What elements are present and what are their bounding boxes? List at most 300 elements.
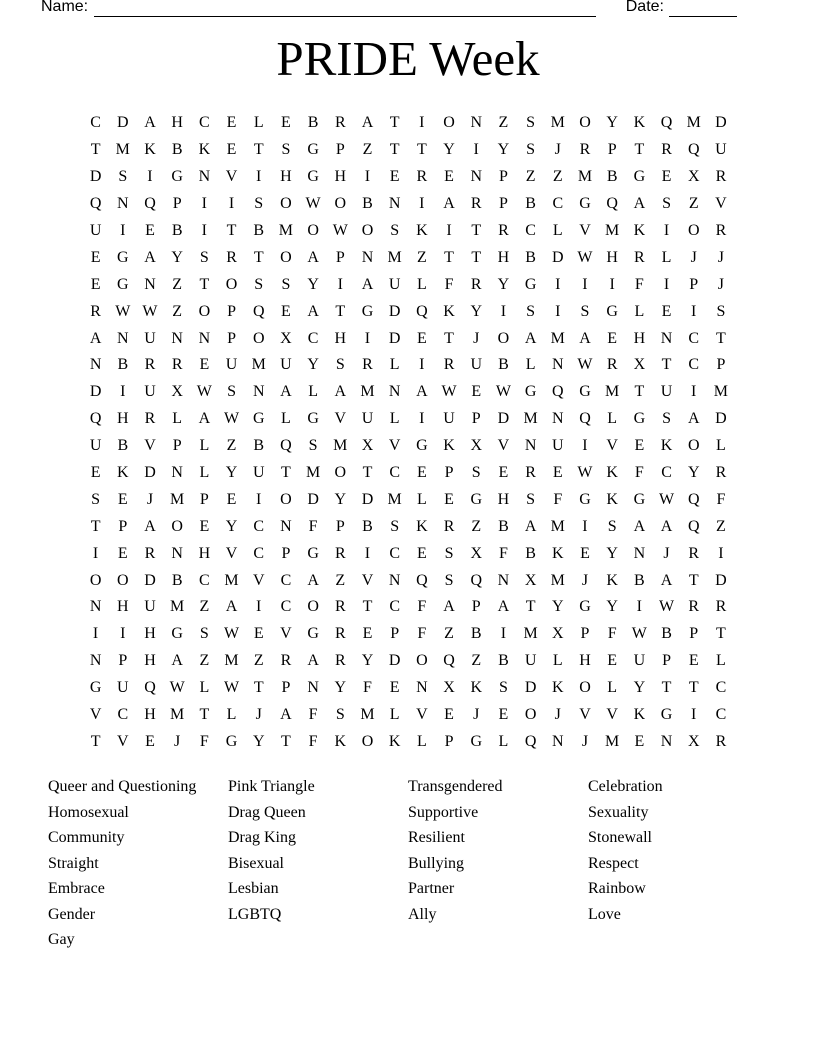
grid-letter: W <box>169 679 185 697</box>
grid-letter: U <box>524 652 537 670</box>
grid-letter: O <box>225 275 238 293</box>
grid-letter: B <box>525 544 536 562</box>
grid-letter: B <box>171 571 183 589</box>
grid-letter: D <box>715 114 727 132</box>
grid-letter: D <box>144 464 156 482</box>
grid-letter: U <box>225 356 238 374</box>
grid-letter: X <box>171 383 183 401</box>
grid-letter: G <box>633 410 646 428</box>
grid-letter: S <box>662 410 671 428</box>
grid-letter: T <box>716 329 726 347</box>
grid-letter: S <box>199 625 209 643</box>
grid-letter: P <box>662 652 671 670</box>
grid-letter: L <box>199 679 210 697</box>
grid-letter: J <box>690 248 697 266</box>
grid-letter: N <box>280 517 292 535</box>
grid-letter: P <box>227 302 236 320</box>
grid-letter: T <box>444 248 454 266</box>
grid-letter: K <box>144 141 156 159</box>
grid-letter: L <box>416 732 427 750</box>
grid-letter: E <box>226 490 237 508</box>
grid-letter: E <box>253 625 264 643</box>
grid-letter: D <box>144 571 156 589</box>
word-list-item: Partner <box>408 880 455 897</box>
grid-letter: Y <box>307 356 319 374</box>
grid-letter: K <box>606 490 618 508</box>
grid-letter: R <box>334 652 346 670</box>
grid-letter: Z <box>525 168 536 186</box>
word-list-column <box>48 774 228 953</box>
grid-letter: X <box>633 356 646 374</box>
grid-letter: P <box>498 195 508 213</box>
grid-letter: I <box>201 222 207 239</box>
grid-letter: V <box>388 437 401 455</box>
grid-letter: N <box>171 464 183 482</box>
grid-letter: E <box>416 329 427 347</box>
page-title: PRIDE Week <box>276 31 540 86</box>
grid-letter: K <box>633 706 646 724</box>
grid-letter: N <box>171 544 183 562</box>
grid-letter: O <box>280 490 292 508</box>
grid-letter: O <box>280 195 292 213</box>
grid-letter: E <box>389 168 400 186</box>
grid-letter: C <box>715 706 727 724</box>
grid-letter: F <box>634 275 644 293</box>
grid-letter: G <box>579 598 591 616</box>
grid-letter: I <box>364 168 371 186</box>
grid-letter: M <box>170 490 185 508</box>
grid-letter: M <box>523 410 538 428</box>
grid-letter: T <box>90 517 101 535</box>
grid-letter: W <box>577 248 593 266</box>
grid-letter: H <box>334 329 347 347</box>
grid-letter: O <box>443 114 455 132</box>
grid-letter: P <box>607 141 617 159</box>
grid-letter: J <box>554 141 561 159</box>
grid-letter: M <box>550 571 565 589</box>
grid-letter: R <box>688 544 700 562</box>
grid-letter: V <box>579 222 591 239</box>
grid-letter: W <box>142 302 158 320</box>
grid-letter: A <box>524 517 537 535</box>
grid-letter: T <box>90 141 101 159</box>
grid-letter: R <box>416 168 428 186</box>
grid-letter: N <box>497 571 510 589</box>
grid-letter: S <box>526 114 536 132</box>
grid-letter: Y <box>252 732 265 750</box>
grid-letter: T <box>688 571 699 589</box>
grid-letter: F <box>498 544 508 562</box>
grid-letter: C <box>715 679 727 697</box>
grid-letter: K <box>334 732 347 750</box>
grid-letter: I <box>120 383 126 401</box>
grid-letter: P <box>172 195 182 213</box>
grid-letter: F <box>553 490 563 508</box>
grid-letter: R <box>715 598 727 616</box>
grid-letter: P <box>335 517 345 535</box>
grid-letter: Q <box>443 652 455 670</box>
grid-letter: T <box>444 329 454 347</box>
grid-letter: P <box>444 732 454 750</box>
grid-letter: Y <box>497 275 510 293</box>
grid-letter: L <box>308 383 318 401</box>
grid-letter: F <box>308 517 318 535</box>
grid-letter: I <box>256 598 262 616</box>
grid-letter: K <box>443 302 455 320</box>
grid-letter: W <box>305 195 321 213</box>
grid-letter: M <box>550 114 565 132</box>
grid-letter: H <box>144 652 156 670</box>
grid-letter: S <box>526 302 536 320</box>
grid-letter: P <box>335 141 345 159</box>
grid-letter: T <box>661 356 672 374</box>
grid-letter: V <box>361 571 374 589</box>
grid-letter: R <box>470 275 482 293</box>
grid-letter: E <box>145 732 155 750</box>
grid-letter: T <box>362 598 373 616</box>
grid-letter: G <box>633 490 646 508</box>
grid-letter: U <box>89 222 102 239</box>
grid-letter: M <box>605 383 620 401</box>
grid-letter: E <box>688 652 699 670</box>
grid-letter: V <box>606 437 618 455</box>
grid-letter: I <box>446 222 452 239</box>
grid-letter: N <box>552 410 564 428</box>
grid-letter: B <box>171 141 183 159</box>
grid-letter: N <box>470 114 482 132</box>
grid-letter: I <box>691 706 697 724</box>
grid-letter: J <box>255 706 262 724</box>
word-list-item: Embrace <box>48 880 105 897</box>
grid-letter: R <box>226 248 237 266</box>
grid-letter: Z <box>253 652 264 670</box>
grid-letter: C <box>389 464 400 482</box>
grid-letter: I <box>555 302 561 320</box>
grid-letter: K <box>416 517 428 535</box>
grid-letter: C <box>688 356 700 374</box>
grid-letter: I <box>582 275 588 293</box>
grid-letter: L <box>716 437 726 455</box>
grid-letter: L <box>199 464 210 482</box>
grid-letter: D <box>388 329 401 347</box>
grid-letter: E <box>199 356 210 374</box>
grid-letter: K <box>660 437 673 455</box>
grid-letter: T <box>716 625 726 643</box>
word-list-item: Straight <box>48 854 99 872</box>
grid-letter: T <box>226 222 237 239</box>
grid-letter: Y <box>334 679 347 697</box>
grid-letter: Y <box>443 141 455 159</box>
grid-letter: Z <box>688 195 699 213</box>
grid-letter: C <box>389 544 400 562</box>
grid-letter: B <box>498 517 509 535</box>
grid-letter: T <box>362 464 373 482</box>
grid-letter: V <box>144 437 156 455</box>
grid-letter: R <box>634 248 645 266</box>
grid-letter: M <box>387 490 402 508</box>
grid-letter: E <box>226 114 237 132</box>
grid-letter: R <box>579 141 591 159</box>
grid-letter: C <box>552 195 564 213</box>
grid-letter: E <box>661 168 672 186</box>
grid-letter: H <box>198 544 211 562</box>
grid-letter: A <box>687 410 700 428</box>
grid-letter: N <box>198 329 211 347</box>
grid-letter: E <box>552 464 563 482</box>
grid-letter: U <box>89 437 102 455</box>
grid-letter: J <box>581 732 589 750</box>
grid-letter: W <box>658 598 675 616</box>
grid-letter: U <box>144 383 156 401</box>
grid-letter: S <box>716 302 726 320</box>
grid-letter: A <box>307 302 319 320</box>
grid-letter: R <box>334 114 346 132</box>
grid-letter: J <box>581 571 589 589</box>
grid-letter: C <box>199 571 210 589</box>
grid-letter: O <box>89 571 102 589</box>
grid-letter: W <box>495 383 511 401</box>
grid-letter: N <box>470 168 482 186</box>
grid-letter: O <box>117 571 129 589</box>
grid-letter: C <box>117 706 129 724</box>
grid-letter: P <box>118 652 128 670</box>
grid-letter: I <box>92 544 99 562</box>
grid-letter: U <box>715 141 727 159</box>
grid-letter: U <box>144 329 156 347</box>
grid-letter: N <box>89 598 102 616</box>
grid-letter: J <box>663 544 670 562</box>
grid-letter: S <box>254 275 264 293</box>
grid-letter: G <box>252 410 265 428</box>
grid-letter: R <box>90 302 101 320</box>
grid-letter: S <box>281 275 291 293</box>
grid-letter: G <box>579 490 591 508</box>
word-list-item: Gay <box>48 931 75 948</box>
grid-letter: M <box>550 517 565 535</box>
word-list-item: Gender <box>48 905 96 923</box>
grid-letter: E <box>416 544 427 562</box>
grid-letter: Y <box>606 598 618 616</box>
grid-letter: C <box>525 222 536 239</box>
grid-letter: O <box>579 679 591 697</box>
grid-letter: Y <box>334 490 347 508</box>
word-list-item: Rainbow <box>588 880 646 897</box>
grid-letter: G <box>416 437 428 455</box>
grid-letter: W <box>577 356 593 374</box>
grid-letter: G <box>660 706 673 724</box>
grid-letter: L <box>389 356 400 374</box>
grid-letter: S <box>390 222 400 239</box>
grid-letter: G <box>117 275 129 293</box>
grid-letter: H <box>334 168 347 186</box>
grid-letter: U <box>117 679 129 697</box>
grid-letter: U <box>144 598 156 616</box>
grid-letter: H <box>144 706 156 724</box>
grid-letter: E <box>389 679 400 697</box>
word-list-column <box>408 774 588 953</box>
grid-letter: E <box>117 544 128 562</box>
grid-letter: E <box>580 544 590 562</box>
grid-letter: V <box>89 706 102 724</box>
word-list-item: Respect <box>588 854 639 872</box>
grid-letter: A <box>497 598 510 616</box>
grid-letter: P <box>172 437 182 455</box>
grid-letter: H <box>144 625 156 643</box>
grid-letter: R <box>525 464 536 482</box>
grid-letter: R <box>280 652 292 670</box>
grid-letter: Z <box>444 625 454 643</box>
grid-letter: X <box>687 732 700 750</box>
grid-letter: I <box>582 517 588 535</box>
grid-letter: Y <box>307 275 319 293</box>
grid-letter: A <box>361 275 374 293</box>
grid-letter: O <box>334 195 347 213</box>
word-list-item: Homosexual <box>48 803 129 821</box>
grid-letter: M <box>333 437 348 455</box>
grid-letter: I <box>582 437 588 455</box>
grid-letter: Q <box>89 195 102 213</box>
grid-letter: E <box>362 625 373 643</box>
grid-letter: U <box>443 410 455 428</box>
grid-letter: E <box>90 464 101 482</box>
grid-letter: E <box>471 383 482 401</box>
grid-letter: F <box>417 598 427 616</box>
word-list-column <box>588 774 768 953</box>
grid-letter: D <box>388 302 401 320</box>
grid-letter: F <box>444 275 454 293</box>
grid-letter: P <box>281 544 291 562</box>
grid-letter: A <box>144 114 156 132</box>
word-list-item: Supportive <box>408 803 479 821</box>
grid-letter: Y <box>552 598 564 616</box>
grid-letter: E <box>607 652 618 670</box>
grid-letter: O <box>307 598 319 616</box>
grid-letter: T <box>634 141 645 159</box>
grid-letter: F <box>308 732 318 750</box>
grid-letter: Y <box>606 114 618 132</box>
grid-letter: P <box>335 248 345 266</box>
grid-letter: S <box>199 248 209 266</box>
grid-letter: B <box>253 437 265 455</box>
grid-letter: O <box>416 652 428 670</box>
grid-letter: O <box>198 302 211 320</box>
grid-letter: A <box>89 329 102 347</box>
grid-letter: S <box>662 195 671 213</box>
grid-letter: R <box>144 356 156 374</box>
grid-letter: A <box>416 383 428 401</box>
grid-letter: Q <box>144 195 156 213</box>
word-list-item: Queer and Questioning <box>48 778 197 795</box>
word-list-item: Drag King <box>228 829 296 846</box>
grid-letter: N <box>171 329 183 347</box>
grid-letter: R <box>688 598 700 616</box>
grid-letter: J <box>146 490 154 508</box>
grid-letter: K <box>552 679 564 697</box>
grid-letter: K <box>633 222 646 239</box>
grid-letter: H <box>579 652 591 670</box>
grid-letter: S <box>281 141 291 159</box>
grid-letter: I <box>147 168 153 186</box>
grid-letter: E <box>117 490 128 508</box>
grid-letter: Q <box>687 490 700 508</box>
grid-letter: D <box>89 168 102 186</box>
grid-letter: T <box>335 302 346 320</box>
grid-letter: Q <box>660 114 673 132</box>
grid-letter: N <box>552 356 564 374</box>
worksheet-header <box>41 0 737 17</box>
grid-letter: A <box>198 410 211 428</box>
grid-letter: C <box>199 114 210 132</box>
word-list-column <box>228 774 408 953</box>
grid-letter: I <box>364 544 371 562</box>
grid-letter: B <box>117 356 129 374</box>
grid-letter: M <box>686 114 701 132</box>
grid-letter: O <box>497 329 510 347</box>
grid-letter: B <box>661 625 672 643</box>
grid-letter: C <box>280 571 292 589</box>
grid-letter: C <box>307 329 319 347</box>
grid-letter: N <box>416 679 428 697</box>
grid-letter: B <box>253 222 265 239</box>
grid-letter: F <box>308 706 318 724</box>
grid-letter: M <box>360 383 375 401</box>
grid-letter: Y <box>687 464 700 482</box>
grid-letter: N <box>660 329 673 347</box>
grid-letter: S <box>118 168 128 186</box>
grid-letter: G <box>225 732 238 750</box>
grid-letter: T <box>688 679 699 697</box>
grid-letter: U <box>660 383 673 401</box>
word-list-item: LGBTQ <box>228 905 282 923</box>
grid-letter: U <box>552 437 564 455</box>
grid-letter: G <box>524 383 537 401</box>
grid-letter: H <box>633 329 646 347</box>
grid-letter: O <box>579 114 591 132</box>
grid-letter: V <box>497 437 510 455</box>
grid-letter: T <box>90 732 101 750</box>
grid-letter: S <box>308 437 318 455</box>
grid-letter: L <box>498 732 509 750</box>
grid-letter: Z <box>226 437 237 455</box>
grid-letter: I <box>92 625 99 643</box>
grid-letter: Y <box>171 248 183 266</box>
grid-letter: I <box>120 625 126 643</box>
grid-letter: Z <box>471 652 482 670</box>
grid-letter: I <box>256 168 262 186</box>
grid-letter: A <box>280 383 292 401</box>
grid-letter: G <box>89 679 102 697</box>
date-label: Date: <box>625 0 664 15</box>
grid-letter: V <box>416 706 428 724</box>
grid-letter: N <box>89 652 102 670</box>
word-list-item: Love <box>588 905 621 923</box>
grid-letter: Y <box>225 517 238 535</box>
grid-letter: G <box>307 168 319 186</box>
grid-letter: E <box>199 517 210 535</box>
grid-letter: Q <box>470 571 482 589</box>
grid-letter: L <box>389 410 400 428</box>
grid-letter: C <box>661 464 672 482</box>
grid-letter: C <box>253 544 265 562</box>
grid-letter: W <box>115 302 131 320</box>
grid-letter: K <box>633 114 646 132</box>
grid-letter: D <box>715 410 727 428</box>
grid-letter: G <box>171 168 183 186</box>
grid-letter: E <box>281 114 291 132</box>
grid-letter: H <box>497 248 510 266</box>
grid-letter: I <box>500 302 507 320</box>
grid-letter: H <box>171 114 183 132</box>
